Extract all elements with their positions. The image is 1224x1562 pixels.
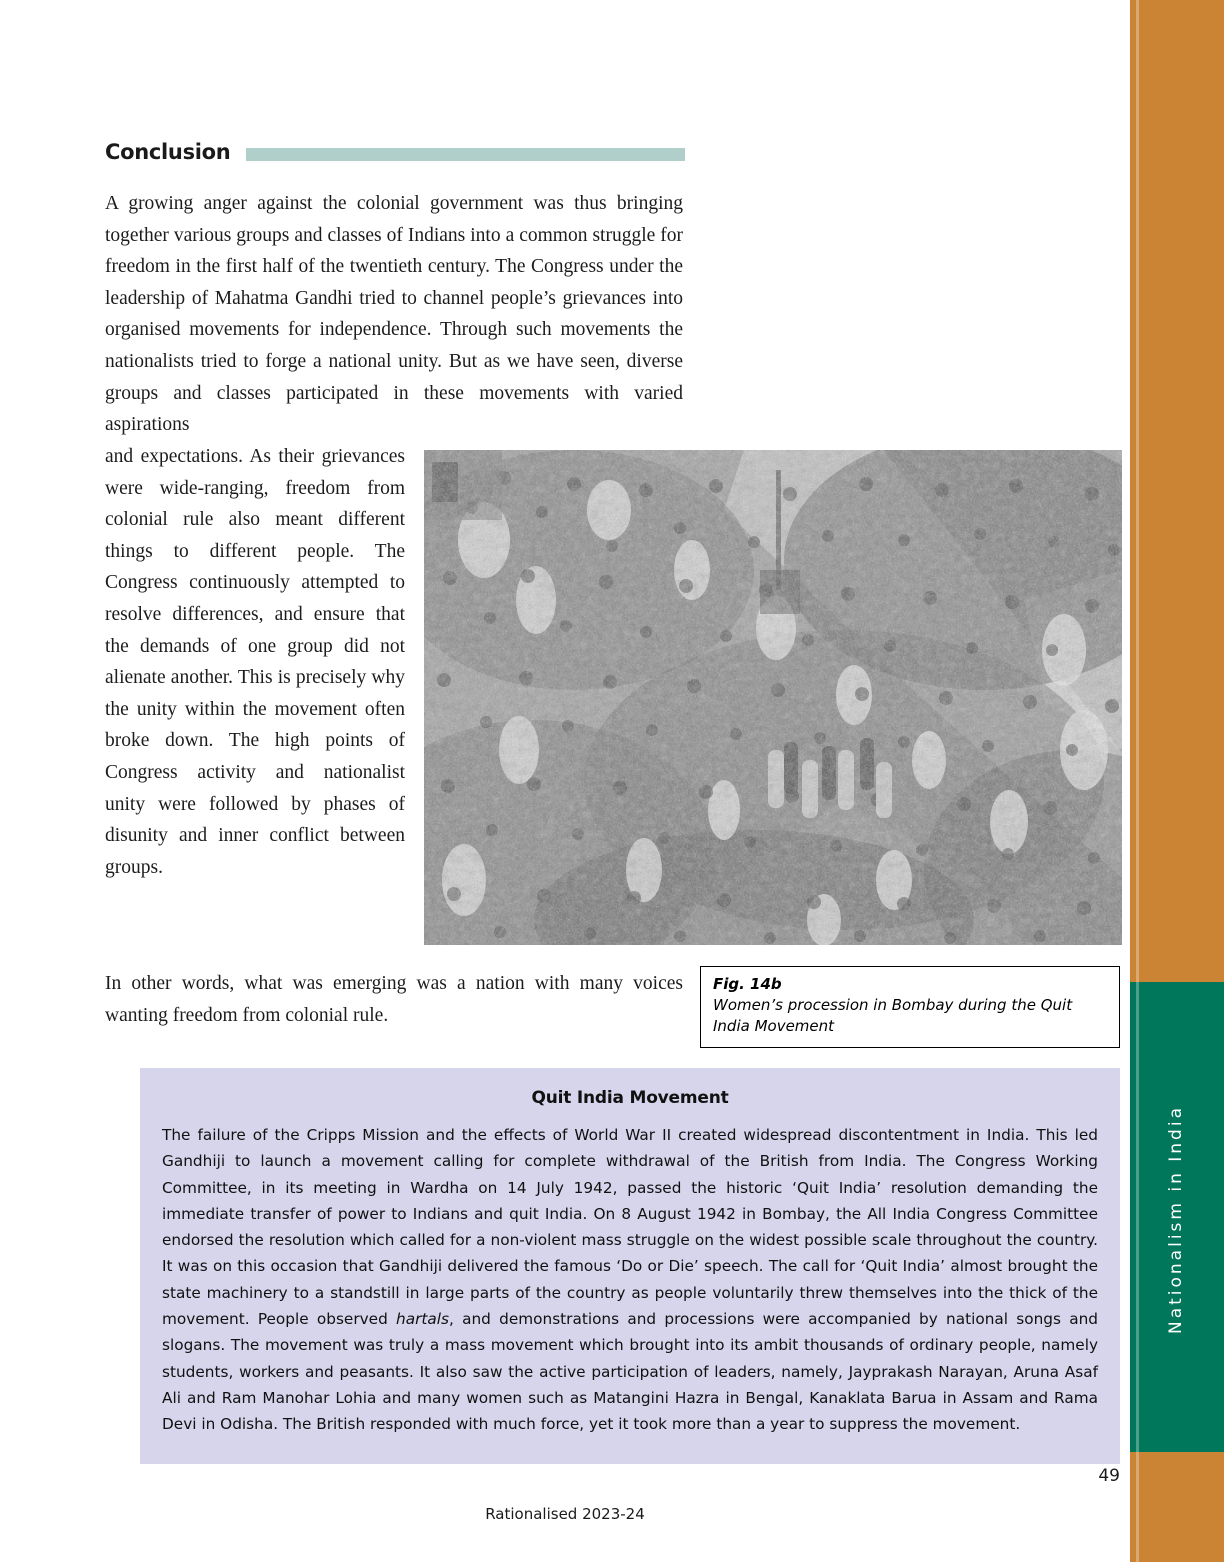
heading-rule-bar bbox=[246, 148, 685, 161]
section-heading-row bbox=[105, 140, 685, 164]
quit-india-box-body bbox=[162, 1122, 1098, 1438]
edge-band-orange-bottom bbox=[1130, 1452, 1224, 1562]
page-title: Conclusion bbox=[105, 140, 231, 164]
procession-photograph bbox=[424, 450, 1122, 945]
quit-india-text-part-1: The failure of the Cripps Mission and the effects of World War II created widespread discontentment in India. This led Gandhiji to launch a movement calling for complete withdrawal of the British from India. The Congress Working Committee, in its meeting in Wardha on 14 July 1942, passed the historic ‘Quit India’ resolution demanding the immediate transfer of power to Indians and quit India. On 8 August 1942 in Bombay, the All India Congress Committee endorsed the resolution which called for a non-violent mass struggle on the widest possible scale throughout the country. It was on this occasion that Gandhiji delivered the famous ‘Do or Die’ speech. The call for ‘Quit India’ almost brought the state machinery to a standstill in large parts of the country as people voluntarily threw themselves into the thick of the movement. People observed bbox=[162, 1126, 1098, 1329]
quit-india-movement-box bbox=[140, 1068, 1120, 1464]
edge-band-orange-top bbox=[1130, 0, 1224, 982]
paragraph-conclusion-intro: A growing anger against the colonial government was thus bringing together various groups and classes of Indians into a common struggle for freedom in the first half of the twentieth century. The Congress under the leadership of Mahatma Gandhi tried to channel people’s grievances into organised movements for independence. Through such movements the nationalists tried to forge a national unity. But as we have seen, diverse groups and classes participated in these movements with varied aspirations bbox=[105, 193, 683, 436]
figure-caption-box bbox=[700, 966, 1120, 1048]
edge-band-inner-line-top bbox=[1136, 0, 1139, 982]
edge-band-inner-line-bottom bbox=[1136, 1452, 1139, 1562]
paragraph-conclusion-continued: and expectations. As their grievances were wide-ranging, freedom from colonial rule also meant different things to different people. The Congress continuously attempted to resolve differences, and ensure that the demands of one group did not alienate another. This is precisely why the unity within the movement often broke down. The high points of Congress activity and nationalist unity were followed by phases of disunity and inner conflict between groups. bbox=[105, 446, 405, 878]
page-number: 49 bbox=[1098, 1466, 1120, 1486]
quit-india-italic-term: hartals bbox=[396, 1310, 449, 1329]
quit-india-text-part-2: , and demonstrations and processions were accompanied by national songs and slogans. The movement was truly a mass movement which brought into its ambit thousands of ordinary people, namely students, workers and peasants. It also saw the active participation of leaders, namely, Jayprakash Narayan, Aruna Asaf Ali and Ram Manohar Lohia and many women such as Matangini Hazra in Bengal, Kanaklata Barua in Assam and Rama Devi in Odisha. The British responded with much force, yet it took more than a year to suppress the movement. bbox=[162, 1310, 1098, 1434]
figure-photo-quit-india-procession bbox=[424, 450, 1122, 945]
edge-band-inner-line-middle bbox=[1136, 982, 1139, 1452]
figure-caption-text: Women’s procession in Bombay during the Quit India Movement bbox=[713, 996, 1073, 1035]
figure-label: Fig. 14b bbox=[713, 975, 782, 993]
footer-rationalised-note: Rationalised 2023-24 bbox=[485, 1505, 645, 1523]
paragraph-conclusion-closing: In other words, what was emerging was a nation with many voices wanting freedom from colonial rule. bbox=[105, 973, 683, 1026]
quit-india-box-title: Quit India Movement bbox=[531, 1088, 729, 1108]
running-chapter-title: Nationalism in India bbox=[1166, 1105, 1186, 1335]
